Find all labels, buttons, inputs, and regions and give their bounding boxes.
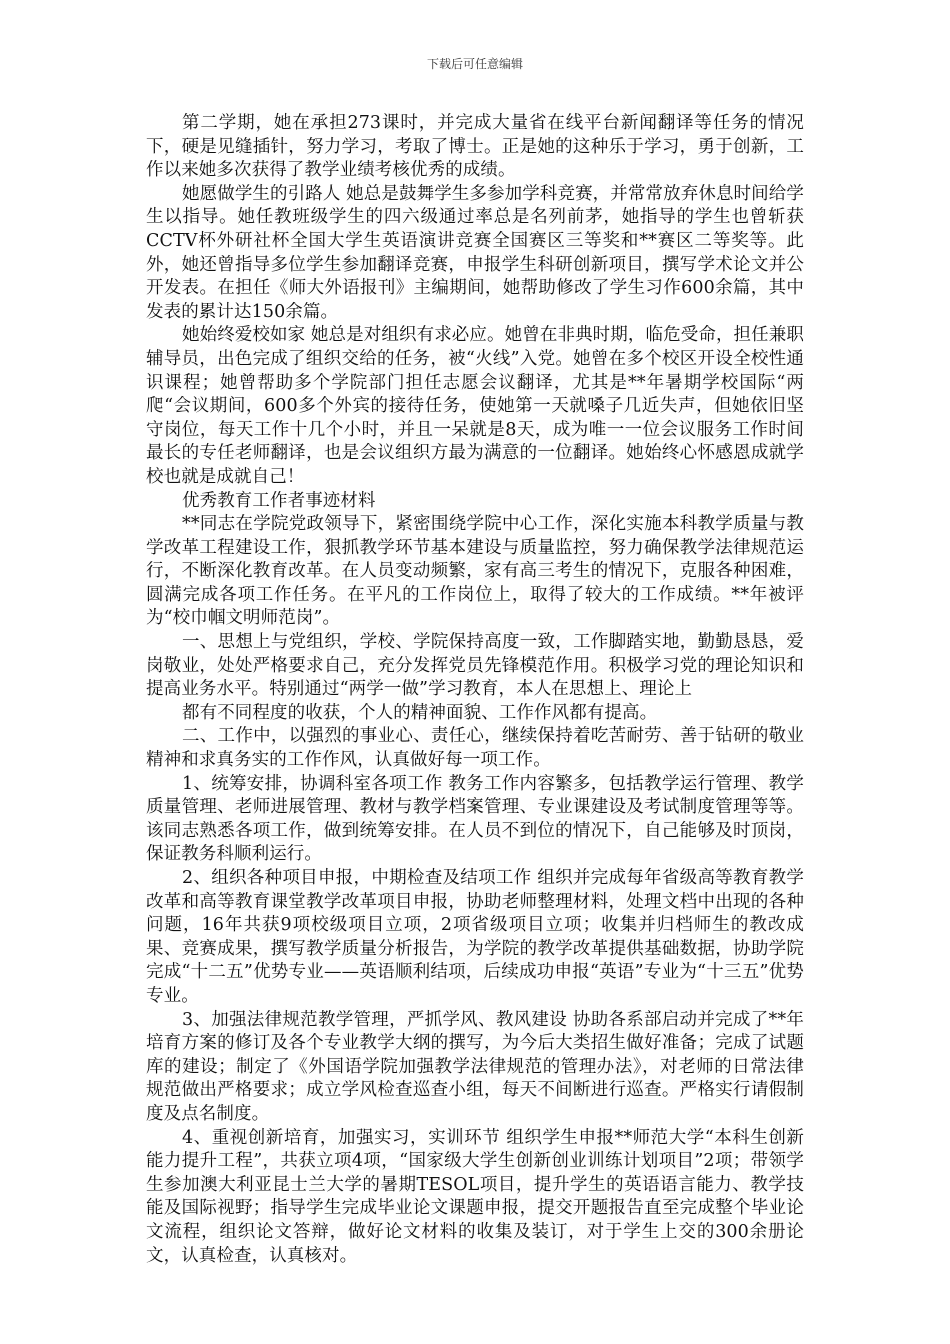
paragraph: 她始终爱校如家 她总是对组织有求必应。她曾在非典时期，临危受命，担任兼职辅导员，出色完成了组织交给的任务，被“火线”入党。她曾在多个校区开设全校性通识课程；她曾帮助多个学院部门担任志愿会议翻译，尤其是**年暑期学校国际“两爬“会议期间，600多个外宾的接待任务，使她第一天就嗓子几近失声，但她依旧坚守岗位，每天工作十几个小时，并且一呆就是8天，成为唯一一位会议服务工作时间最长的专任老师翻译，也是会议组织方最为满意的一位翻译。她始终心怀感恩成就学校也就是成就自己！ [146,325,804,487]
section-title: 优秀教育工作者事迹材料 [182,490,376,511]
paragraph: **同志在学院党政领导下，紧密围绕学院中心工作，深化实施本科教学质量与教学改革工程建设工作，狠抓教学环节基本建设与质量监控，努力确保教学法律规范运行，不断深化教育改革。在人员变动频繁，家有高三考生的情况下，克服各种困难，圆满完成各项工作任务。在平凡的工作岗位上，取得了较大的工作成绩。**年被评为“校巾帼文明师范岗”。 [146,514,804,629]
paragraph: 3、加强法律规范教学管理，严抓学风、教风建设 协助各系部启动并完成了**年培育方案的修订及各个专业教学大纲的撰写，为今后大类招生做好准备；完成了试题库的建设；制定了《外国语学院加强教学法律规范的管理办法》，对老师的日常法律规范做出严格要求；成立学风检查巡查小组，每天不间断进行巡查。严格实行请假制度及点名制度。 [146,1009,804,1124]
paragraph: 1、统筹安排，协调科室各项工作 教务工作内容繁多，包括教学运行管理、教学质量管理、老师进展管理、教材与教学档案管理、专业课建设及考试制度管理等等。该同志熟悉各项工作，做到统筹安排。在人员不到位的情况下，自己能够及时顶岗，保证教务科顺利运行。 [146,773,804,865]
page-header-note: 下载后可任意编辑 [426,57,523,71]
paragraph: 2、组织各种项目申报，中期检查及结项工作 组织并完成每年省级高等教育教学改革和高等教育课堂教学改革项目申报，协助老师整理材料，处理文档中出现的各种问题，16年共获9项校级项目立项，2项省级项目立项；收集并归档师生的教改成果、竞赛成果，撰写教学质量分析报告，为学院的教学改革提供基础数据，协助学院完成“十二五”优势专业——英语顺利结项，后续成功申报“英语”专业为“十三五”优势专业。 [146,868,804,1006]
paragraph: 二、工作中，以强烈的事业心、责任心，继续保持着吃苦耐劳、善于钻研的敬业精神和求真务实的工作作风，认真做好每一项工作。 [146,726,804,771]
paragraph: 第二学期，她在承担273课时，并完成大量省在线平台新闻翻译等任务的情况下，硬是见缝插针，努力学习，考取了博士。正是她的这种乐于学习，勇于创新，工作以来她多次获得了教学业绩考核优秀的成绩。 [146,113,804,181]
paragraph: 4、重视创新培育，加强实习，实训环节 组织学生申报**师范大学“本科生创新能力提升工程”，共获立项4项，“国家级大学生创新创业训练计划项目”2项；带领学生参加澳大利亚昆士兰大学的暑期TESOL项目，提升学生的英语语言能力、教学技能及国际视野；指导学生完成毕业论文课题申报，提交开题报告直至完成整个毕业论文流程，组织论文答辩，做好论文材料的收集及装订，对于学生上交的300余册论文，认真检查，认真核对。 [146,1127,804,1266]
paragraph: 她愿做学生的引路人 她总是鼓舞学生多参加学科竞赛，并常常放弃休息时间给学生以指导。她任教班级学生的四六级通过率总是名列前茅，她指导的学生也曾斩获CCTV杯外研社杯全国大学生英语演讲竞赛全国赛区三等奖和**赛区二等奖等。此外，她还曾指导多位学生参加翻译竞赛，申报学生科研创新项目，撰写学术论文并公开发表。在担任《师大外语报刊》主编期间，她帮助修改了学生习作600余篇，其中发表的累计达150余篇。 [146,183,804,322]
paragraph: 都有不同程度的收获，个人的精神面貌、工作作风都有提高。 [182,702,658,723]
document-body [146,112,804,1268]
paragraph: 一、思想上与党组织，学校、学院保持高度一致，工作脚踏实地，勤勤恳恳，爱岗敬业，处处严格要求自己，充分发挥党员先锋模范作用。积极学习党的理论知识和提高业务水平。特别通过“两学一做”学习教育，本人在思想上、理论上 [146,632,804,700]
